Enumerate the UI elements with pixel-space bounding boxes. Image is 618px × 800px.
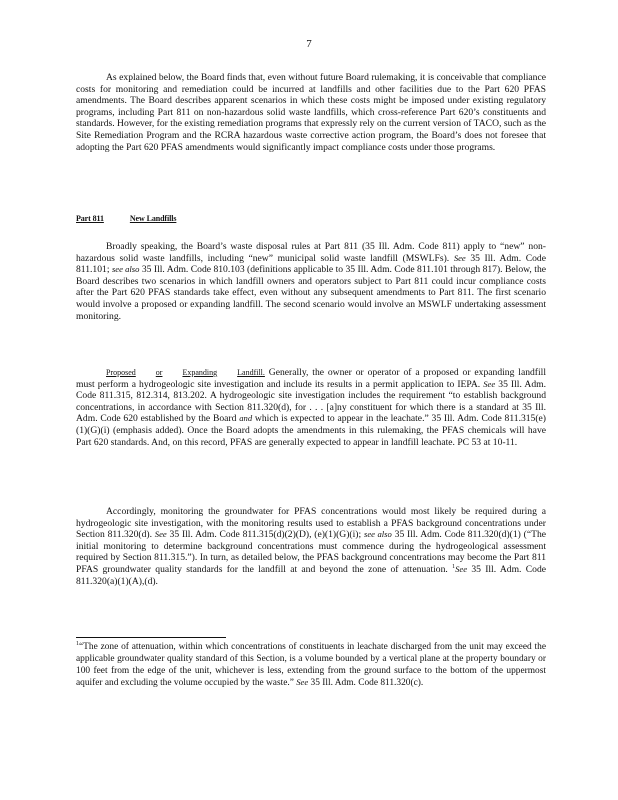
citation-signal: See: [453, 252, 466, 263]
footnote-divider: [76, 637, 226, 638]
citation-signal: See: [296, 677, 309, 688]
run-in-heading: Proposed or Expanding Landfill.: [106, 368, 265, 377]
footnote-reference[interactable]: 1: [452, 563, 456, 570]
citation-signal: see also: [363, 529, 392, 540]
citation-signal: See: [154, 529, 167, 540]
footnote: $^1$“The zone of attenuation, within which concentrations of constituents in leachate discharged from the unit may exceed the applicable groundwater quality standard of this Section, is a volume bounded by a vertical plane at the property boundary or 100 feet from the edge of the unit, whichever is less, extending from the ground surface to the bottom of the uppermost aquifer and excluding the volume occupied by the waste.” See 35 Ill. Adm. Code 811.320(c).: [76, 640, 546, 689]
paragraph-broadly: Broadly speaking, the Board’s waste disposal rules at Part 811 (35 Ill. Adm. Code 811) apply to “new” non-hazardous solid waste landfills, including “new” municipal solid waste landfill (MSWLFs). See 35 Ill. Adm. Code 811.101; see also 35 Ill. Adm. Code 810.103 (definitions applicable to 35 Ill. Adm. Code 811.101 through 817). Below, the Board describes two scenarios in which landfill owners and operators subject to Part 811 could incur compliance costs after the Part 620 PFAS standards take effect, even without any subsequent amendments to Part 811. The first scenario would involve a proposed or expanding landfill. The second scenario would involve an MSWLF undertaking assessment monitoring.: [76, 241, 546, 322]
section-heading: [76, 214, 176, 223]
citation-signal: See: [455, 563, 468, 574]
section-heading-title: New Landfills: [129, 214, 177, 223]
paragraph-proposed-landfill: Proposed or Expanding Landfill. Generally, the owner or operator of a proposed or expanding landfill must perform a hydrogeologic site investigation and include its results in a permit application to IEPA. See 35 Ill. Adm. Code 811.315, 812.314, 813.202. A hydrogeologic site investigation includes the requirement “to establish background concentrations, in accordance with Section 811.320(d), for . . . [a]ny constituent for which there is a standard at 35 Ill. Adm. Code 620 established by the Board and which is expected to appear in the leachate.” 35 Ill. Adm. Code 811.315(e)(1)(G)(i) (emphasis added). Once the Board adopts the amendments in this rulemaking, the PFAS chemicals will have Part 620 standards. And, on this record, PFAS are generally expected to appear in landfill leachate. PC 53 at 10-11.: [76, 367, 547, 448]
page-number: 7: [306, 38, 312, 50]
emphasis-and: and: [239, 413, 253, 424]
citation-signal: See: [483, 378, 496, 389]
section-heading-part: Part 811: [76, 214, 104, 223]
paragraph-accordingly: Accordingly, monitoring the groundwater for PFAS concentrations would most likely be required during a hydrogeologic site investigation, with the monitoring results used to establish a PFAS background concentrations under Section 811.320(d). See 35 Ill. Adm. Code 811.315(d)(2)(D), (e)(1)(G)(i); see also 35 Ill. Adm. Code 811.320(d)(1) (“The initial monitoring to determine background concentrations must commence during the hydrogeological assessment required by Section 811.315.”). In turn, as detailed below, the PFAS background concentrations may become the Part 811 PFAS groundwater quality standards for the landfill at and beyond the zone of attenuation. $^1$See 35 Ill. Adm. Code 811.320(a)(1)(A),(d).: [76, 506, 547, 587]
citation-signal: see also: [111, 264, 140, 275]
paragraph-intro: As explained below, the Board finds that, even without future Board rulemaking, it is conceivable that compliance costs for monitoring and remediation could be incurred at landfills and other facilities due to the Part 620 PFAS amendments. The Board describes apparent scenarios in which these costs might be imposed under existing regulatory programs, including Part 811 on non-hazardous solid waste landfills, which cross-reference Part 620’s constituents and standards. However, for the existing remediation programs that expressly rely on the current version of TACO, such as the Site Remediation Program and the RCRA hazardous waste corrective action program, the Board’s does not foresee that adopting the Part 620 PFAS amendments would significantly impact compliance costs under those programs.: [76, 72, 546, 153]
footnote-mark: 1: [76, 640, 79, 647]
